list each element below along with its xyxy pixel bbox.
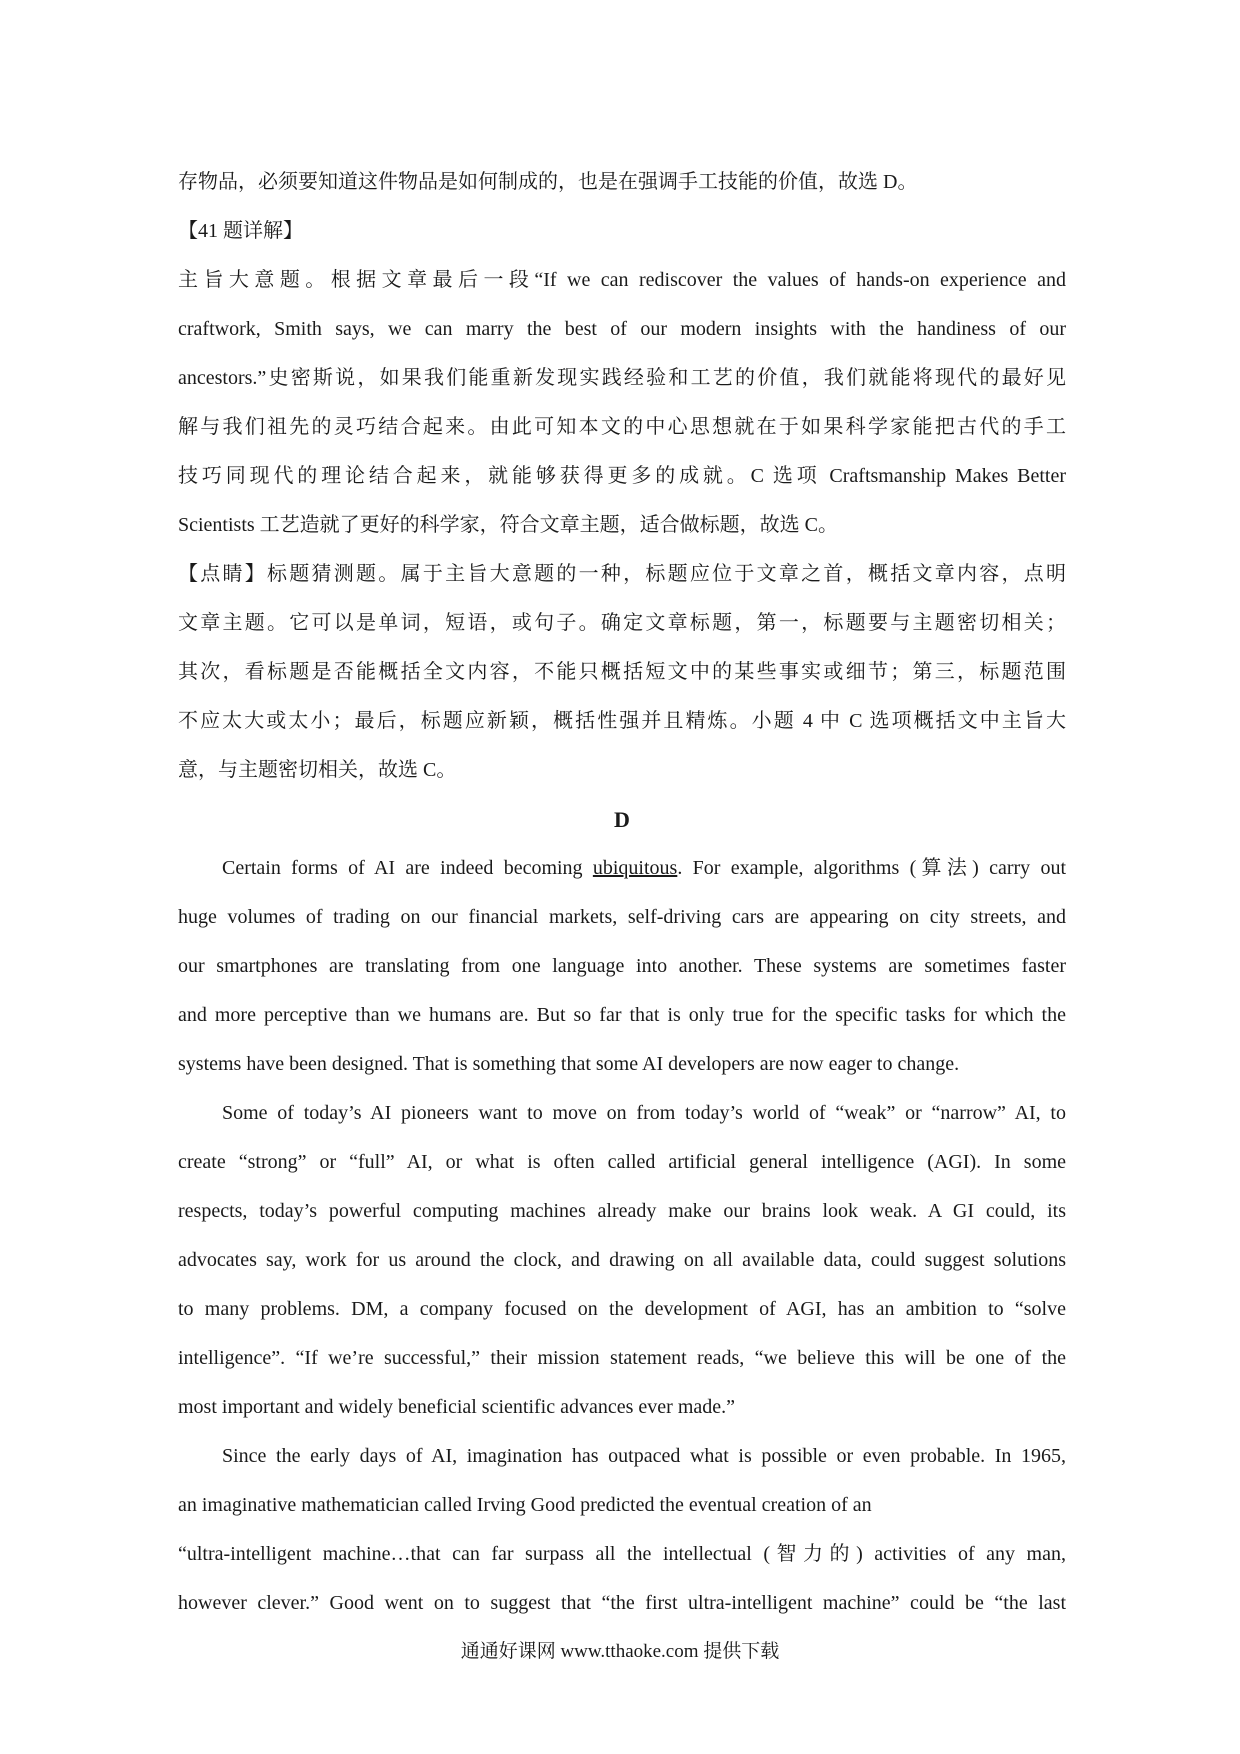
text-line: our smartphones are translating from one language into another. These systems are sometimes faster — [178, 955, 1066, 977]
text-line: craftwork, Smith says, we can marry the best of our modern insights with the handiness of our — [178, 318, 1066, 340]
text-line: “ultra-intelligent machine…that can far surpass all the intellectual (智力的) activities of any man, — [178, 1543, 1066, 1565]
text-line: ancestors.”史密斯说，如果我们能重新发现实践经验和工艺的价值，我们就能将现代的最好见 — [178, 367, 1066, 389]
question-41-heading: 【41 题详解】 — [178, 220, 303, 242]
text-line: an imaginative mathematician called Irving Good predicted the eventual creation of an — [178, 1494, 872, 1516]
text-line: 文章主题。它可以是单词，短语，或句子。确定文章标题，第一，标题要与主题密切相关； — [178, 612, 1066, 634]
text-line: intelligence”. “If we’re successful,” their mission statement reads, “we believe this will be one of the — [178, 1347, 1066, 1369]
text-line: Scientists 工艺造就了更好的科学家，符合文章主题，适合做标题，故选 C。 — [178, 514, 839, 536]
text-line: 技巧同现代的理论结合起来，就能够获得更多的成就。C 选项 Craftsmanship Makes Better — [178, 465, 1066, 487]
text-line: 意，与主题密切相关，故选 C。 — [178, 759, 457, 781]
reading-passage — [178, 844, 1066, 1628]
text-line: respects, today’s powerful computing machines already make our brains look weak. A GI could, its — [178, 1200, 1066, 1222]
underlined-word: ubiquitous — [592, 857, 678, 879]
text-line: create “strong” or “full” AI, or what is often called artificial general intelligence (AGI). In some — [178, 1151, 1066, 1173]
text-line: and more perceptive than we humans are. But so far that is only true for the specific tasks for which the — [178, 1004, 1066, 1026]
document-page — [178, 158, 1066, 1628]
text-line: Since the early days of AI, imagination has outpaced what is possible or even probable. In 1965, — [222, 1445, 1066, 1467]
text-segment: Certain forms of AI are indeed becoming — [222, 857, 593, 879]
text-line: most important and widely beneficial scientific advances ever made.” — [178, 1396, 736, 1418]
text-line: advocates say, work for us around the clock, and drawing on all available data, could suggest solutions — [178, 1249, 1066, 1271]
text-line: however clever.” Good went on to suggest that “the first ultra-intelligent machine” could be “the last — [178, 1592, 1066, 1614]
explanation-section — [178, 158, 1066, 795]
section-heading-d: D — [614, 807, 630, 832]
text-line: huge volumes of trading on our financial markets, self-driving cars are appearing on city streets, and — [178, 906, 1066, 928]
text-line: 不应太大或太小；最后，标题应新颖，概括性强并且精炼。小题 4 中 C 选项概括文中主旨大 — [178, 710, 1066, 732]
text-segment: . For example, algorithms (算法) carry out — [677, 857, 1067, 879]
page-footer: 通通好课网 www.tthaoke.com 提供下载 — [460, 1641, 780, 1662]
passage-paragraph-3 — [178, 1432, 1066, 1628]
key-point-line: 【点睛】标题猜测题。属于主旨大意题的一种，标题应位于文章之首，概括文章内容，点明 — [178, 563, 1066, 585]
passage-paragraph-2 — [178, 1089, 1066, 1432]
text-line: Some of today’s AI pioneers want to move on from today’s world of “weak” or “narrow” AI, to — [222, 1102, 1066, 1124]
text-line: 其次，看标题是否能概括全文内容，不能只概括短文中的某些事实或细节；第三，标题范围 — [178, 661, 1066, 683]
text-line: 存物品，必须要知道这件物品是如何制成的，也是在强调手工技能的价值，故选 D。 — [178, 171, 918, 193]
text-line — [178, 844, 1066, 893]
text-line: 主旨大意题。根据文章最后一段“If we can rediscover the values of hands-on experience and — [178, 269, 1066, 291]
text-line: to many problems. DM, a company focused on the development of AGI, has an ambition to “solve — [178, 1298, 1066, 1320]
text-line: 解与我们祖先的灵巧结合起来。由此可知本文的中心思想就在于如果科学家能把古代的手工 — [178, 416, 1066, 438]
text-line: systems have been designed. That is something that some AI developers are now eager to change. — [178, 1053, 960, 1075]
passage-paragraph-1 — [178, 844, 1066, 1089]
